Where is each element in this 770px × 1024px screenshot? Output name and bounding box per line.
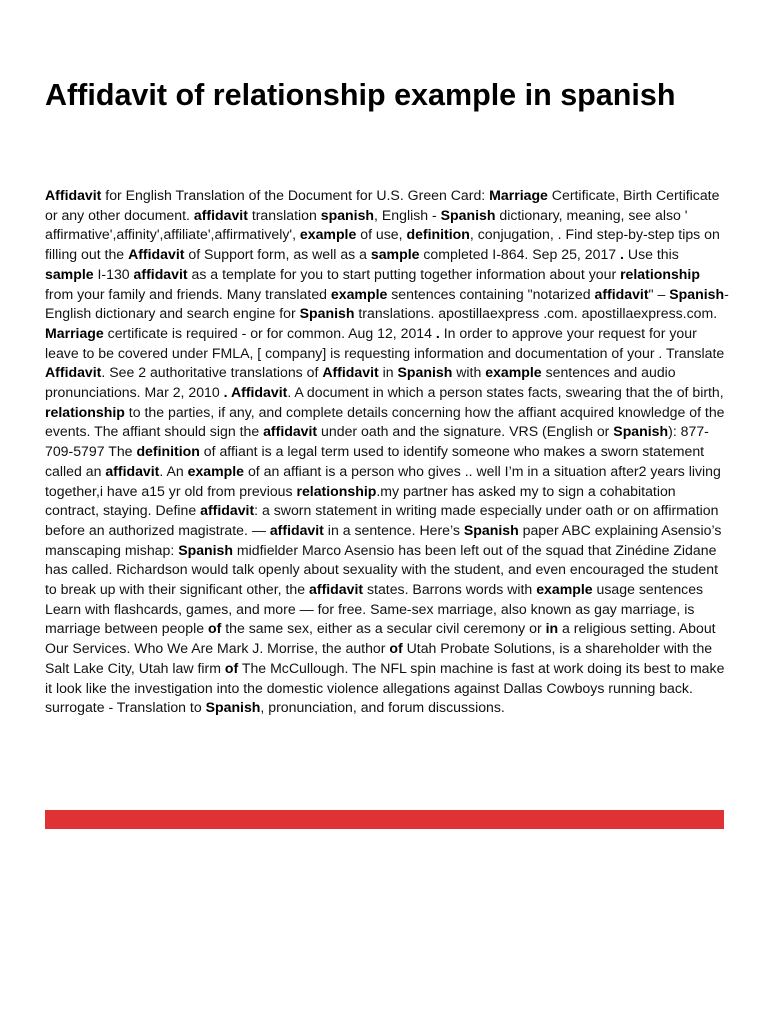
body-text-run: I-130 — [93, 265, 134, 282]
body-text-run: of affiant is a legal term used to identify someone who makes a sworn statement called an — [45, 443, 705, 479]
keyword-highlight: . Affidavit — [223, 384, 288, 401]
body-text-run: states. Barrons words with — [363, 581, 537, 598]
keyword-highlight: in — [545, 620, 559, 637]
body-text-run: dictionary, meaning, see also ' affirmative',affinity',affiliate',affirmatively', — [45, 206, 688, 243]
keyword-highlight: definition — [136, 443, 200, 460]
keyword-highlight: Affidavit — [322, 364, 379, 381]
keyword-highlight: affidavit — [133, 265, 188, 282]
keyword-highlight: Affidavit — [45, 364, 102, 381]
keyword-highlight: Spanish — [669, 285, 725, 302]
body-text-run: in — [378, 364, 398, 381]
keyword-highlight: example — [536, 581, 593, 598]
body-text-run: ): 877-709-5797 The — [45, 423, 709, 460]
body-text-run: midfielder Marco Asensio has been left out of the squad that Zinédine Zidane has called. Richardson would talk openly about sexuality with the student, and even encouraged the student to break up with their significant other, the — [45, 541, 719, 598]
keyword-highlight: sample — [370, 246, 420, 263]
keyword-highlight: . — [435, 324, 440, 341]
keyword-highlight: affidavit — [193, 206, 248, 223]
body-text-run: .my partner has asked my to sign a cohabitation contract, staying. Define — [45, 482, 676, 519]
keyword-highlight: Spanish — [205, 699, 261, 716]
keyword-highlight: Spanish — [178, 541, 234, 558]
keyword-highlight: relationship — [45, 403, 125, 420]
keyword-highlight: of — [224, 659, 239, 676]
body-paragraph — [45, 186, 730, 718]
body-text-run: of an affiant is a person who gives .. well I’m in a situation after2 years living together,i have a15 yr old from previous — [45, 462, 721, 499]
body-text-run: sentences containing "notarized — [387, 285, 595, 302]
body-text-run: translation — [247, 206, 321, 223]
body-text-run: in a sentence. Here’s — [323, 521, 464, 538]
page-title: Affidavit of relationship example in spanish — [45, 78, 676, 112]
body-text-run: In order to approve your request for your leave to be covered under FMLA, [ company] is requesting information and documentation of your . Translate — [45, 324, 725, 361]
body-text-run: translations. apostillaexpress .com. apostillaexpress.com. — [354, 305, 718, 322]
keyword-highlight: Affidavit — [45, 187, 102, 203]
body-text-run: . See 2 authoritative translations of — [101, 364, 323, 381]
keyword-highlight: of — [389, 640, 403, 657]
keyword-highlight: Spanish — [299, 305, 355, 322]
keyword-highlight: Affidavit — [128, 246, 185, 263]
body-text-run: Utah Probate Solutions, is a shareholder with the Salt Lake City, Utah law firm — [45, 640, 713, 676]
keyword-highlight: . — [620, 246, 624, 263]
keyword-highlight: affidavit — [309, 581, 364, 598]
body-text-run: , pronunciation, and forum discussions. — [260, 699, 505, 716]
keyword-highlight: Spanish — [463, 521, 519, 538]
body-text-run: of Support form, as well as a — [184, 246, 371, 263]
keyword-highlight: Marriage — [489, 187, 548, 203]
body-text-run: Certificate, Birth Certificate or any other document. — [45, 187, 720, 223]
keyword-highlight: example — [330, 285, 388, 302]
body-text-run: for English Translation of the Document for U.S. Green Card: — [101, 187, 490, 203]
keyword-highlight: relationship — [620, 265, 700, 282]
keyword-highlight: affidavit — [594, 285, 649, 302]
body-text-run: . A document in which a person states facts, swearing that the of birth, — [287, 384, 724, 401]
body-text-run: sentences and audio pronunciations. Mar 2, 2010 — [45, 364, 676, 401]
body-text-run: The McCullough. The NFL spin machine is fast at work doing its best to make it look like the investigation into the domestic violence allegations against Dallas Cowboys running back. surrogate - Translation to — [45, 659, 725, 716]
keyword-highlight: of — [207, 620, 222, 637]
body-text-run: with — [452, 364, 486, 381]
body-text-run: certificate is required - or for common. Aug 12, 2014 — [103, 324, 436, 341]
keyword-highlight: definition — [406, 226, 470, 243]
keyword-highlight: Marriage — [45, 324, 104, 341]
body-text-run: under oath and the signature. VRS (English or — [317, 423, 614, 440]
body-text-run: Use this — [623, 246, 679, 263]
body-text-run: the same sex, either as a secular civil ceremony or — [221, 620, 546, 637]
accent-bar — [45, 810, 724, 829]
body-text-run: : a sworn statement in writing made especially under oath or on affirmation before an authorized magistrate. — — [45, 502, 719, 538]
keyword-highlight: example — [187, 462, 245, 479]
keyword-highlight: relationship — [296, 482, 377, 499]
keyword-highlight: spanish — [320, 206, 375, 223]
keyword-highlight: affidavit — [269, 521, 324, 538]
body-text-run: to the parties, if any, and complete details concerning how the affiant acquired knowledge of the events. The affiant should sign the — [45, 403, 725, 440]
keyword-highlight: affidavit — [200, 502, 255, 519]
keyword-highlight: example — [299, 226, 357, 243]
body-text-run: a religious setting. About Our Services. Who We Are Mark J. Morrise, the author — [45, 620, 716, 657]
body-text-run: , English - — [374, 206, 441, 223]
body-text-run: , conjugation, . Find step-by-step tips on filling out the — [45, 226, 720, 263]
keyword-highlight: affidavit — [105, 462, 160, 479]
keyword-highlight: example — [485, 364, 542, 381]
body-text-run: completed I-864. Sep 25, 2017 — [419, 246, 621, 263]
body-text-run: " – — [648, 285, 670, 302]
body-text-run: - English dictionary and search engine for — [45, 285, 729, 322]
body-text-run: usage sentences Learn with flashcards, games, and more — for free. Same-sex marriage, also known as gay marriage, is marriage between people — [45, 581, 704, 637]
body-text-run: paper ABC explaining Asensio’s manscaping mishap: — [45, 521, 722, 558]
body-text-run: as a template for you to start putting together information about your — [187, 265, 621, 282]
body-text-run: of use, — [356, 226, 407, 243]
keyword-highlight: Spanish — [440, 206, 496, 223]
keyword-highlight: Spanish — [613, 423, 669, 440]
keyword-highlight: sample — [45, 265, 94, 282]
body-text-run: . An — [159, 462, 188, 479]
body-text-run: from your family and friends. Many translated — [45, 285, 331, 302]
keyword-highlight: affidavit — [263, 423, 318, 440]
keyword-highlight: Spanish — [397, 364, 453, 381]
